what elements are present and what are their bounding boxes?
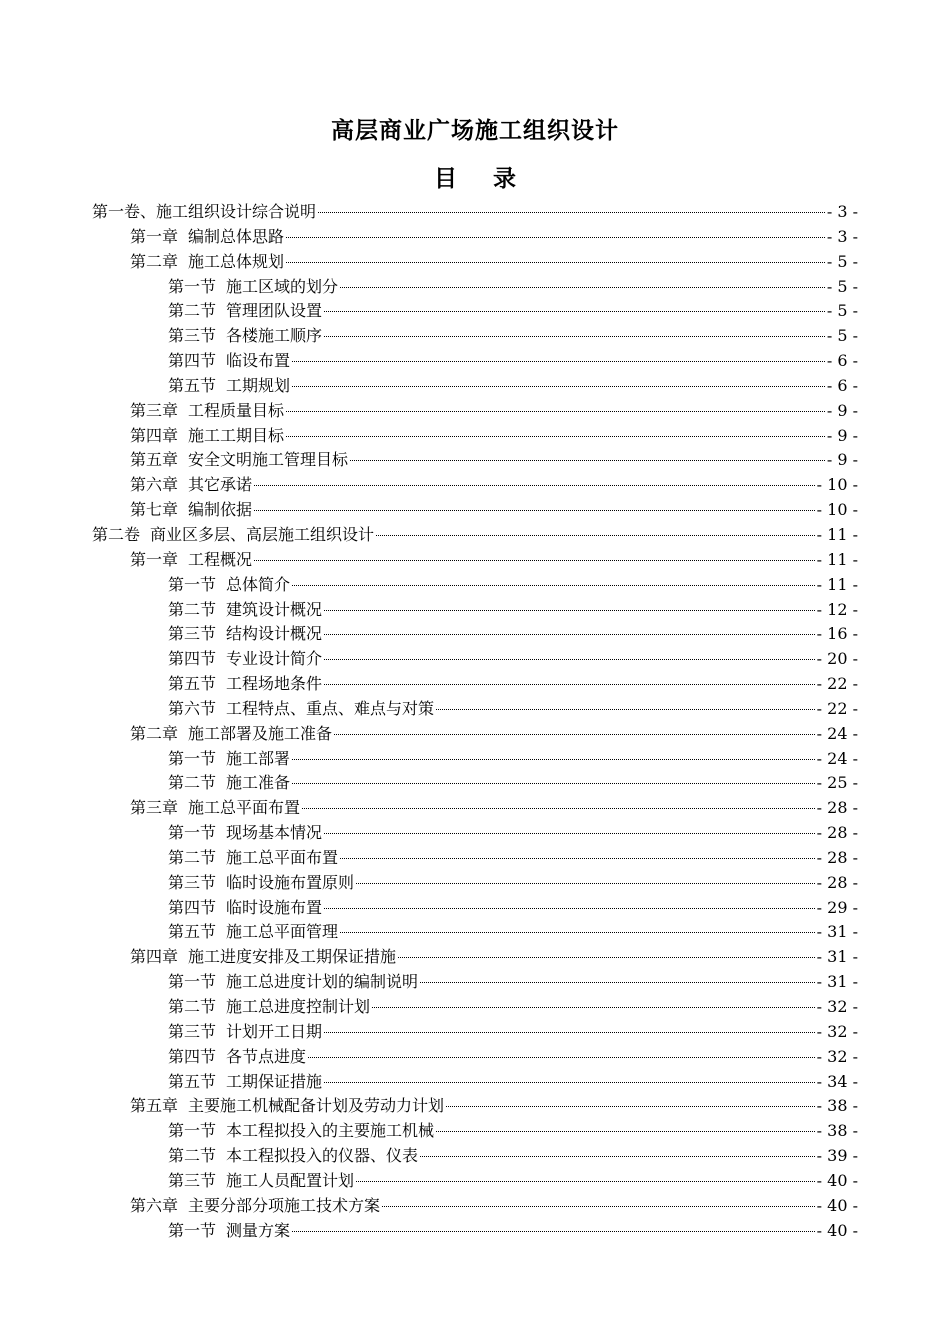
toc-entry-title bbox=[168, 349, 290, 374]
toc-entry-label: 施工总平面布置 bbox=[188, 798, 301, 818]
toc-page-number: - 9 - bbox=[826, 400, 858, 420]
toc-entry[interactable] bbox=[92, 275, 858, 300]
toc-dot-leader bbox=[324, 336, 825, 337]
toc-entry-title bbox=[168, 622, 322, 647]
toc-entry[interactable] bbox=[92, 250, 858, 275]
toc-entry-number: 第三章 bbox=[130, 400, 179, 420]
toc-page-number: - 22 - bbox=[816, 674, 858, 694]
toc-entry-title bbox=[130, 796, 300, 821]
toc-entry-title bbox=[168, 1144, 418, 1169]
toc-page-number: - 5 - bbox=[826, 251, 858, 271]
document-title: 高层商业广场施工组织设计 bbox=[331, 118, 619, 144]
toc-entry-title bbox=[130, 1094, 444, 1119]
toc-entry-title bbox=[130, 473, 252, 498]
toc-entry[interactable] bbox=[92, 573, 858, 598]
toc-entry-number: 第二节 bbox=[168, 1146, 217, 1166]
toc-page-number: - 9 - bbox=[826, 450, 858, 470]
toc-entry[interactable] bbox=[92, 548, 858, 573]
toc-page-number: - 6 - bbox=[826, 351, 858, 371]
toc-entry-number: 第三节 bbox=[168, 326, 217, 346]
toc-entry-title bbox=[92, 523, 374, 548]
toc-entry-title bbox=[168, 374, 290, 399]
toc-dot-leader bbox=[324, 908, 815, 909]
toc-entry-title bbox=[168, 871, 354, 896]
toc-dot-leader bbox=[324, 1082, 815, 1083]
toc-entry[interactable] bbox=[92, 1119, 858, 1144]
toc-entry[interactable] bbox=[92, 448, 858, 473]
toc-entry-title bbox=[130, 448, 348, 473]
toc-dot-leader bbox=[324, 1032, 815, 1033]
toc-entry-title bbox=[168, 846, 338, 871]
toc-entry-label: 本工程拟投入的仪器、仪表 bbox=[226, 1146, 419, 1166]
toc-dot-leader bbox=[324, 833, 815, 834]
toc-page-number: - 40 - bbox=[816, 1170, 858, 1190]
toc-page-number: - 11 - bbox=[816, 549, 858, 569]
toc-dot-leader bbox=[324, 659, 815, 660]
toc-entry[interactable] bbox=[92, 1144, 858, 1169]
toc-entry-title bbox=[168, 672, 322, 697]
toc-entry-label: 编制总体思路 bbox=[188, 226, 285, 246]
toc-entry-label: 安全文明施工管理目标 bbox=[188, 450, 349, 470]
toc-entry-label: 编制依据 bbox=[188, 500, 253, 520]
toc-entry-number: 第二节 bbox=[168, 599, 217, 619]
toc-page-number: - 20 - bbox=[816, 649, 858, 669]
toc-page-number: - 29 - bbox=[816, 897, 858, 917]
toc-entry-label: 管理团队设置 bbox=[226, 301, 323, 321]
toc-entry-title bbox=[168, 647, 322, 672]
toc-page-number: - 10 - bbox=[816, 500, 858, 520]
toc-entry-label: 施工总进度计划的编制说明 bbox=[226, 972, 419, 992]
toc-entry-number: 第一节 bbox=[168, 276, 217, 296]
toc-entry-title bbox=[168, 573, 290, 598]
toc-entry-label: 各节点进度 bbox=[226, 1046, 307, 1066]
toc-entry-number: 第一节 bbox=[168, 1121, 217, 1141]
toc-entry-title bbox=[168, 299, 322, 324]
toc-entry[interactable] bbox=[92, 324, 858, 349]
toc-entry-title bbox=[130, 225, 284, 250]
toc-entry-number: 第三节 bbox=[168, 624, 217, 644]
toc-entry-title bbox=[168, 1020, 322, 1045]
toc-dot-leader bbox=[286, 262, 825, 263]
toc-entry-title bbox=[168, 920, 338, 945]
toc-page-number: - 34 - bbox=[816, 1071, 858, 1091]
toc-entry[interactable] bbox=[92, 1045, 858, 1070]
toc-entry-label: 建筑设计概况 bbox=[226, 599, 323, 619]
toc-entry[interactable] bbox=[92, 796, 858, 821]
toc-entry-label: 现场基本情况 bbox=[226, 823, 323, 843]
toc-entry[interactable] bbox=[92, 871, 858, 896]
toc-entry-label: 施工进度安排及工期保证措施 bbox=[188, 947, 397, 967]
toc-entry[interactable] bbox=[92, 1070, 858, 1095]
toc-dot-leader bbox=[420, 982, 815, 983]
toc-page-number: - 32 - bbox=[816, 1021, 858, 1041]
toc-entry-number: 第五节 bbox=[168, 375, 217, 395]
toc-entry-number: 第五章 bbox=[130, 450, 179, 470]
toc-entry-number: 第二节 bbox=[168, 301, 217, 321]
toc-dot-leader bbox=[292, 783, 815, 784]
toc-page-number: - 32 - bbox=[816, 1046, 858, 1066]
toc-entry-number: 第五节 bbox=[168, 922, 217, 942]
toc-entry[interactable] bbox=[92, 771, 858, 796]
toc-entry-number: 第三节 bbox=[168, 872, 217, 892]
toc-entry[interactable] bbox=[92, 896, 858, 921]
toc-entry-number: 第一章 bbox=[130, 549, 179, 569]
toc-dot-leader bbox=[254, 485, 815, 486]
toc-page-number: - 3 - bbox=[826, 226, 858, 246]
toc-entry-title bbox=[168, 970, 418, 995]
toc-dot-leader bbox=[398, 957, 815, 958]
toc-entry-label: 工程质量目标 bbox=[188, 400, 285, 420]
toc-dot-leader bbox=[254, 510, 815, 511]
toc-page-number: - 12 - bbox=[816, 599, 858, 619]
toc-entry-number: 第六章 bbox=[130, 475, 179, 495]
toc-entry-number: 第七章 bbox=[130, 500, 179, 520]
toc-entry-number: 第二章 bbox=[130, 251, 179, 271]
toc-entry-title bbox=[168, 771, 290, 796]
toc-dot-leader bbox=[292, 361, 825, 362]
toc-entry-number: 第一卷、 bbox=[92, 202, 157, 221]
toc-page-number: - 31 - bbox=[816, 972, 858, 992]
toc-dot-leader bbox=[324, 610, 815, 611]
toc-entry-number: 第一节 bbox=[168, 748, 217, 768]
toc-entry[interactable] bbox=[92, 399, 858, 424]
toc-dot-leader bbox=[436, 709, 815, 710]
toc-dot-leader bbox=[446, 1106, 815, 1107]
toc-page-number: - 3 - bbox=[826, 202, 858, 221]
toc-page-number: - 9 - bbox=[826, 425, 858, 445]
toc-dot-leader bbox=[340, 932, 815, 933]
toc-entry[interactable] bbox=[92, 200, 858, 225]
toc-entry-label: 主要施工机械配备计划及劳动力计划 bbox=[188, 1096, 445, 1116]
toc-entry[interactable] bbox=[92, 1094, 858, 1119]
toc-entry-number: 第一章 bbox=[130, 226, 179, 246]
toc-entry-label: 施工工期目标 bbox=[188, 425, 285, 445]
toc-entry-number: 第三章 bbox=[130, 798, 179, 818]
toc-entry-label: 计划开工日期 bbox=[226, 1021, 323, 1041]
toc-dot-leader bbox=[436, 1131, 815, 1132]
toc-dot-leader bbox=[356, 1181, 815, 1182]
toc-page-number: - 5 - bbox=[826, 276, 858, 296]
toc-dot-leader bbox=[302, 808, 815, 809]
toc-entry-number: 第三节 bbox=[168, 1170, 217, 1190]
toc-page-number: - 5 - bbox=[826, 301, 858, 321]
toc-page-number: - 39 - bbox=[816, 1146, 858, 1166]
toc-entry-title bbox=[168, 747, 290, 772]
toc-entry[interactable] bbox=[92, 1194, 858, 1219]
toc-page-number: - 28 - bbox=[816, 823, 858, 843]
toc-page-number: - 25 - bbox=[816, 773, 858, 793]
toc-entry-label: 施工总平面管理 bbox=[226, 922, 339, 942]
toc-entry-label: 施工总平面布置 bbox=[226, 847, 339, 867]
toc-dot-leader bbox=[286, 436, 825, 437]
toc-entry-number: 第五节 bbox=[168, 674, 217, 694]
toc-page-number: - 11 - bbox=[816, 574, 858, 594]
toc-dot-leader bbox=[254, 560, 815, 561]
toc-entry-label: 专业设计简介 bbox=[226, 649, 323, 669]
toc-entry-number: 第五章 bbox=[130, 1096, 179, 1116]
toc-entry[interactable] bbox=[92, 821, 858, 846]
toc-page-number: - 24 - bbox=[816, 723, 858, 743]
toc-entry-title bbox=[168, 697, 434, 722]
toc-entry[interactable] bbox=[92, 846, 858, 871]
toc-entry-title bbox=[168, 1045, 306, 1070]
toc-page-number: - 38 - bbox=[816, 1096, 858, 1116]
toc-page-number: - 31 - bbox=[816, 947, 858, 967]
toc-page-number: - 28 - bbox=[816, 798, 858, 818]
toc-dot-leader bbox=[318, 212, 825, 213]
toc-entry[interactable] bbox=[92, 945, 858, 970]
toc-entry[interactable] bbox=[92, 349, 858, 374]
toc-heading: 目 录 bbox=[433, 166, 530, 192]
toc-entry-label: 施工总进度控制计划 bbox=[226, 997, 371, 1016]
toc-entry-number: 第五节 bbox=[168, 1071, 217, 1091]
toc-entry[interactable] bbox=[92, 299, 858, 324]
toc-entry[interactable] bbox=[92, 1169, 858, 1194]
toc-entry-number: 第四章 bbox=[130, 425, 179, 445]
toc-entry-label: 主要分部分项施工技术方案 bbox=[188, 1195, 381, 1215]
toc-dot-leader bbox=[292, 759, 815, 760]
toc-dot-leader bbox=[372, 1007, 815, 1008]
toc-entry-number: 第二节 bbox=[168, 773, 217, 793]
toc-page-number: - 31 - bbox=[816, 922, 858, 942]
toc-entry-label: 施工组织设计综合说明 bbox=[156, 202, 317, 221]
toc-page-number: - 38 - bbox=[816, 1121, 858, 1141]
toc-entry-label: 施工部署 bbox=[226, 748, 291, 768]
toc-entry-label: 结构设计概况 bbox=[226, 624, 323, 644]
toc-entry-label: 工程特点、重点、难点与对策 bbox=[226, 698, 435, 718]
toc-entry-title bbox=[130, 424, 284, 449]
toc-entry[interactable] bbox=[92, 697, 858, 722]
toc-entry[interactable] bbox=[92, 747, 858, 772]
toc-entry[interactable] bbox=[92, 598, 858, 623]
toc-dot-leader bbox=[286, 237, 825, 238]
toc-entry-number: 第四节 bbox=[168, 649, 217, 669]
toc-page-number: - 16 - bbox=[816, 624, 858, 644]
toc-dot-leader bbox=[324, 684, 815, 685]
toc-entry[interactable] bbox=[92, 498, 858, 523]
toc-entry-label: 施工准备 bbox=[226, 773, 291, 793]
toc-dot-leader bbox=[382, 1206, 815, 1207]
toc-entry-label: 总体简介 bbox=[226, 574, 291, 594]
toc-entry[interactable] bbox=[92, 1219, 858, 1244]
toc-entry-title bbox=[168, 1070, 322, 1095]
toc-entry-label: 各楼施工顺序 bbox=[226, 326, 323, 346]
toc-page-number: - 10 - bbox=[816, 475, 858, 495]
toc-entry-title bbox=[168, 1169, 354, 1194]
toc-entry-number: 第一节 bbox=[168, 823, 217, 843]
toc-entry-title bbox=[130, 722, 332, 747]
toc-dot-leader bbox=[292, 1231, 815, 1232]
toc-page-number: - 32 - bbox=[816, 997, 858, 1016]
toc-entry-label: 商业区多层、高层施工组织设计 bbox=[150, 524, 375, 544]
toc-entry-number: 第一节 bbox=[168, 1220, 217, 1240]
toc-page-number: - 6 - bbox=[826, 375, 858, 395]
toc-entry-number: 第二节 bbox=[168, 847, 217, 867]
toc-dot-leader bbox=[308, 1057, 815, 1058]
toc-dot-leader bbox=[340, 287, 825, 288]
toc-entry[interactable] bbox=[92, 225, 858, 250]
toc-entry[interactable] bbox=[92, 722, 858, 747]
toc-entry-label: 测量方案 bbox=[226, 1220, 291, 1240]
table-of-contents bbox=[92, 200, 858, 1243]
toc-entry[interactable] bbox=[92, 647, 858, 672]
toc-entry-title bbox=[130, 548, 252, 573]
toc-dot-leader bbox=[376, 535, 815, 536]
toc-dot-leader bbox=[334, 734, 815, 735]
toc-page-number: - 5 - bbox=[826, 326, 858, 346]
toc-entry[interactable] bbox=[92, 672, 858, 697]
toc-entry-title bbox=[92, 200, 316, 225]
toc-entry-number: 第四章 bbox=[130, 947, 179, 967]
toc-entry-title bbox=[168, 1119, 434, 1144]
toc-entry-label: 施工总体规划 bbox=[188, 251, 285, 271]
toc-entry-label: 工期规划 bbox=[226, 375, 291, 395]
toc-entry[interactable] bbox=[92, 1020, 858, 1045]
toc-dot-leader bbox=[340, 858, 815, 859]
toc-entry[interactable] bbox=[92, 970, 858, 995]
toc-entry-label: 施工区域的划分 bbox=[226, 276, 339, 296]
toc-entry-label: 工程场地条件 bbox=[226, 674, 323, 694]
toc-entry[interactable] bbox=[92, 424, 858, 449]
toc-entry[interactable] bbox=[92, 920, 858, 945]
toc-dot-leader bbox=[420, 1156, 815, 1157]
toc-page-number: - 24 - bbox=[816, 748, 858, 768]
toc-entry-title bbox=[168, 995, 370, 1020]
toc-entry-title bbox=[130, 399, 284, 424]
toc-entry-label: 临时设施布置原则 bbox=[226, 872, 355, 892]
toc-entry-number: 第六节 bbox=[168, 698, 217, 718]
toc-entry-number: 第四节 bbox=[168, 351, 217, 371]
toc-entry[interactable] bbox=[92, 523, 858, 548]
toc-entry-title bbox=[130, 945, 396, 970]
toc-dot-leader bbox=[350, 460, 825, 461]
toc-entry-title bbox=[130, 498, 252, 523]
toc-entry-title bbox=[130, 250, 284, 275]
toc-entry-title bbox=[168, 324, 322, 349]
toc-entry-number: 第四节 bbox=[168, 1046, 217, 1066]
toc-entry[interactable] bbox=[92, 473, 858, 498]
toc-entry-number: 第一节 bbox=[168, 574, 217, 594]
toc-entry-number: 第二章 bbox=[130, 723, 179, 743]
toc-dot-leader bbox=[356, 883, 815, 884]
toc-page-number: - 28 - bbox=[816, 847, 858, 867]
toc-entry-label: 临设布置 bbox=[226, 351, 291, 371]
toc-dot-leader bbox=[324, 634, 815, 635]
toc-page-number: - 22 - bbox=[816, 698, 858, 718]
toc-entry-number: 第二节 bbox=[168, 997, 217, 1016]
toc-entry-label: 临时设施布置 bbox=[226, 897, 323, 917]
toc-entry-title bbox=[168, 821, 322, 846]
toc-entry-label: 施工人员配置计划 bbox=[226, 1170, 355, 1190]
toc-entry-number: 第一节 bbox=[168, 972, 217, 992]
toc-page-number: - 28 - bbox=[816, 872, 858, 892]
toc-entry-number: 第四节 bbox=[168, 897, 217, 917]
toc-page-number: - 11 - bbox=[816, 524, 858, 544]
toc-entry-label: 施工部署及施工准备 bbox=[188, 723, 333, 743]
toc-entry-title bbox=[168, 275, 338, 300]
toc-entry-title bbox=[130, 1194, 380, 1219]
toc-entry-label: 工程概况 bbox=[188, 549, 253, 569]
toc-entry[interactable] bbox=[92, 995, 858, 1020]
toc-entry[interactable] bbox=[92, 374, 858, 399]
toc-entry-number: 第六章 bbox=[130, 1195, 179, 1215]
toc-dot-leader bbox=[286, 411, 825, 412]
toc-entry-title bbox=[168, 896, 322, 921]
toc-dot-leader bbox=[324, 311, 825, 312]
toc-entry-title bbox=[168, 598, 322, 623]
toc-entry-number: 第二卷 bbox=[92, 524, 141, 544]
toc-entry-label: 本工程拟投入的主要施工机械 bbox=[226, 1121, 435, 1141]
toc-page-number: - 40 - bbox=[816, 1195, 858, 1215]
toc-dot-leader bbox=[292, 386, 825, 387]
toc-entry[interactable] bbox=[92, 622, 858, 647]
toc-entry-label: 其它承诺 bbox=[188, 475, 253, 495]
toc-page-number: - 40 - bbox=[816, 1220, 858, 1240]
toc-entry-title bbox=[168, 1219, 290, 1244]
toc-dot-leader bbox=[292, 585, 815, 586]
toc-entry-number: 第三节 bbox=[168, 1021, 217, 1041]
toc-entry-label: 工期保证措施 bbox=[226, 1071, 323, 1091]
